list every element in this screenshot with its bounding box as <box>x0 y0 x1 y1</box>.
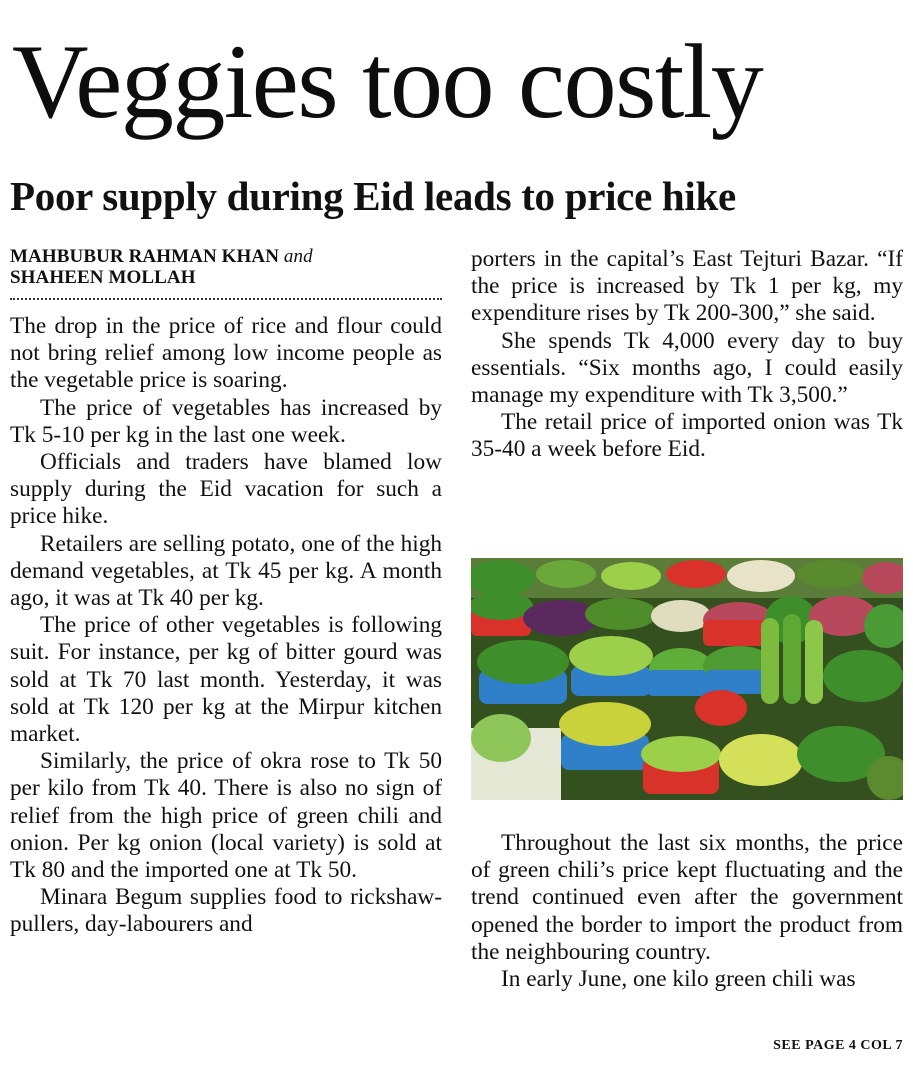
paragraph: Throughout the last six months, the price of green chili’s price kept fluctuating and the trend continued even after the government opened the border to import the product from the neighbouring country. <box>471 830 903 965</box>
paragraph: Similarly, the price of okra rose to Tk 50 per kilo from Tk 40. There is also no sign of relief from the high price of green chili and onion. Per kg onion (local variety) is sold at Tk 80 and the imported one at Tk 50. <box>10 748 442 884</box>
paragraph: Retailers are selling potato, one of the high demand vegetables, at Tk 45 per kg. A month ago, it was at Tk 40 per kg. <box>10 530 442 612</box>
paragraph: Minara Begum supplies food to rickshaw-pullers, day-labourers and <box>10 884 442 938</box>
subheadline: Poor supply during Eid leads to price hike <box>10 173 736 219</box>
byline-author-1: MAHBUBUR RAHMAN KHAN <box>10 246 280 267</box>
paragraph: The price of other vegetables is following suit. For instance, per kg of bitter gourd was sold at Tk 70 last month. Yesterday, it was sold at Tk 120 per kg at the Mirpur kitchen market. <box>10 612 442 748</box>
paragraph: In early June, one kilo green chili was <box>501 966 856 993</box>
byline-divider <box>10 298 442 300</box>
jump-line[interactable]: SEE PAGE 4 COL 7 <box>773 1038 903 1053</box>
paragraph: The drop in the price of rice and flour could not bring relief among low income people as the vegetable price is soaring. <box>10 313 442 394</box>
headline: Veggies too costly <box>12 23 763 140</box>
paragraph: She spends Tk 4,000 every day to buy essentials. “Six months ago, I could easily manage my expenditure with Tk 3,500.” <box>471 327 903 409</box>
right-column-top <box>471 246 903 464</box>
paragraph: The price of vegetables has increased by Tk 5-10 per kg in the last one week. <box>10 394 442 448</box>
byline-author-2: SHAHEEN MOLLAH <box>10 267 196 288</box>
paragraph: porters in the capital’s East Tejturi Bazar. “If the price is increased by Tk 1 per kg, my expenditure rises by Tk 200-300,” she said. <box>471 246 903 327</box>
right-column-bottom <box>471 830 903 993</box>
byline-conjunction: and <box>283 246 313 267</box>
paragraph: The retail price of imported onion was Tk 35-40 a week before Eid. <box>471 409 903 463</box>
paragraph: Officials and traders have blamed low supply during the Eid vacation for such a price hike. <box>10 449 442 530</box>
left-column <box>10 246 442 939</box>
byline <box>10 246 442 288</box>
vegetable-market-photo <box>471 558 903 800</box>
